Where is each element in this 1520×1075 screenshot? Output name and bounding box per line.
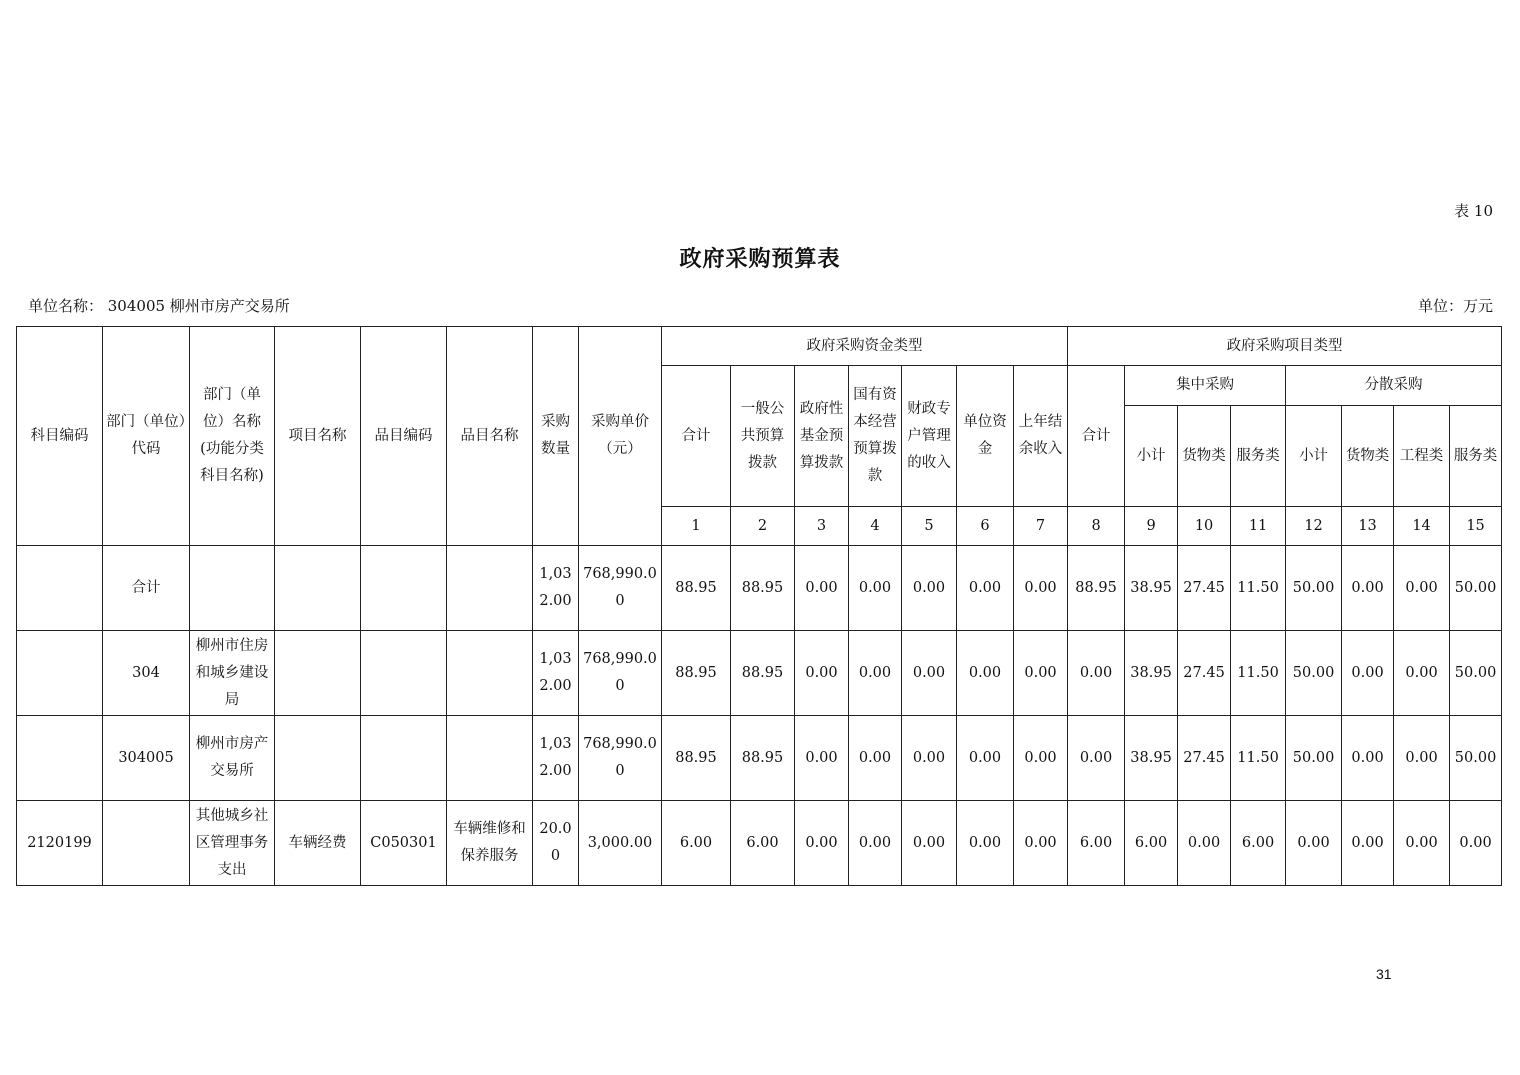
value-cell: 0.00 — [849, 801, 902, 886]
column-number: 9 — [1125, 507, 1178, 546]
header-item-name: 品目名称 — [447, 327, 533, 546]
value-cell: 0.00 — [902, 716, 957, 801]
value-cell: 88.95 — [731, 631, 795, 716]
value-cell: 88.95 — [731, 546, 795, 631]
value-cell: 27.45 — [1178, 716, 1231, 801]
column-number: 15 — [1450, 507, 1502, 546]
column-number: 10 — [1178, 507, 1231, 546]
item-name-cell — [447, 716, 533, 801]
column-number: 1 — [662, 507, 731, 546]
header-project-type: 政府采购项目类型 — [1068, 327, 1502, 366]
unit-label: 单位：万元 — [1417, 297, 1493, 315]
item-name-cell — [447, 546, 533, 631]
value-cell: 0.00 — [1394, 631, 1450, 716]
header-state-capital: 国有资本经营预算拨款 — [849, 366, 902, 507]
header-dispersed-goods: 货物类 — [1342, 406, 1394, 507]
project-name-cell — [275, 631, 361, 716]
quantity-cell: 1,032.00 — [533, 631, 579, 716]
dept-name-cell: 柳州市房产交易所 — [190, 716, 275, 801]
value-cell: 11.50 — [1231, 546, 1286, 631]
value-cell: 0.00 — [1342, 631, 1394, 716]
value-cell: 0.00 — [795, 716, 849, 801]
value-cell: 0.00 — [1068, 716, 1125, 801]
value-cell: 50.00 — [1450, 546, 1502, 631]
value-cell: 0.00 — [795, 631, 849, 716]
header-fund-total: 合计 — [662, 366, 731, 507]
header-central-service: 服务类 — [1231, 406, 1286, 507]
header-unit-price: 采购单价（元） — [579, 327, 662, 546]
header-proj-total: 合计 — [1068, 366, 1125, 507]
value-cell: 50.00 — [1286, 716, 1342, 801]
value-cell: 88.95 — [662, 631, 731, 716]
value-cell: 38.95 — [1125, 716, 1178, 801]
value-cell: 0.00 — [849, 546, 902, 631]
quantity-cell: 1,032.00 — [533, 716, 579, 801]
subject-code-cell — [17, 716, 103, 801]
page-number: 31 — [1376, 966, 1392, 982]
dept-code-cell: 304 — [103, 631, 190, 716]
value-cell: 38.95 — [1125, 546, 1178, 631]
column-number: 14 — [1394, 507, 1450, 546]
unit-price-cell: 768,990.00 — [579, 631, 662, 716]
header-dispersed-subtotal: 小计 — [1286, 406, 1342, 507]
header-quantity: 采购数量 — [533, 327, 579, 546]
table-row — [17, 546, 1502, 631]
header-central-subtotal: 小计 — [1125, 406, 1178, 507]
column-number: 4 — [849, 507, 902, 546]
column-number: 11 — [1231, 507, 1286, 546]
column-number: 7 — [1014, 507, 1068, 546]
column-number: 8 — [1068, 507, 1125, 546]
header-subject-code: 科目编码 — [17, 327, 103, 546]
header-dept-name: 部门（单位）名称(功能分类科目名称) — [190, 327, 275, 546]
value-cell: 50.00 — [1286, 631, 1342, 716]
value-cell: 0.00 — [795, 546, 849, 631]
value-cell: 0.00 — [957, 716, 1014, 801]
value-cell: 0.00 — [1014, 631, 1068, 716]
value-cell: 27.45 — [1178, 546, 1231, 631]
value-cell: 0.00 — [795, 801, 849, 886]
dept-code-cell — [103, 801, 190, 886]
value-cell: 0.00 — [1394, 546, 1450, 631]
value-cell: 38.95 — [1125, 631, 1178, 716]
header-item-code: 品目编码 — [361, 327, 447, 546]
value-cell: 0.00 — [1342, 801, 1394, 886]
value-cell: 11.50 — [1231, 631, 1286, 716]
item-code-cell: C050301 — [361, 801, 447, 886]
quantity-cell: 1,032.00 — [533, 546, 579, 631]
value-cell: 0.00 — [957, 546, 1014, 631]
value-cell: 0.00 — [1394, 716, 1450, 801]
value-cell: 0.00 — [957, 801, 1014, 886]
value-cell: 0.00 — [902, 546, 957, 631]
item-name-cell: 车辆维修和保养服务 — [447, 801, 533, 886]
subject-code-cell — [17, 546, 103, 631]
header-dispersed-service: 服务类 — [1450, 406, 1502, 507]
value-cell: 0.00 — [1014, 801, 1068, 886]
table-row — [17, 801, 1502, 886]
value-cell: 0.00 — [1014, 716, 1068, 801]
unit-price-cell: 768,990.00 — [579, 546, 662, 631]
subject-code-cell — [17, 631, 103, 716]
header-fund-type: 政府采购资金类型 — [662, 327, 1068, 366]
header-dept-code: 部门（单位）代码 — [103, 327, 190, 546]
value-cell: 0.00 — [1068, 631, 1125, 716]
page-title: 政府采购预算表 — [679, 246, 841, 272]
header-fiscal-account: 财政专户管理的收入 — [902, 366, 957, 507]
column-number: 12 — [1286, 507, 1342, 546]
project-name-cell: 车辆经费 — [275, 801, 361, 886]
item-name-cell — [447, 631, 533, 716]
dept-name-cell — [190, 546, 275, 631]
value-cell: 88.95 — [1068, 546, 1125, 631]
table-number: 表 10 — [1454, 202, 1493, 220]
column-number: 13 — [1342, 507, 1394, 546]
item-code-cell — [361, 546, 447, 631]
dept-name-cell: 其他城乡社区管理事务支出 — [190, 801, 275, 886]
value-cell: 6.00 — [1068, 801, 1125, 886]
value-cell: 11.50 — [1231, 716, 1286, 801]
column-number: 5 — [902, 507, 957, 546]
header-project-name: 项目名称 — [275, 327, 361, 546]
value-cell: 0.00 — [849, 631, 902, 716]
project-name-cell — [275, 716, 361, 801]
value-cell: 0.00 — [849, 716, 902, 801]
header-dispersed-engineering: 工程类 — [1394, 406, 1450, 507]
column-number: 2 — [731, 507, 795, 546]
value-cell: 50.00 — [1286, 546, 1342, 631]
dept-code-cell: 合计 — [103, 546, 190, 631]
column-number: 6 — [957, 507, 1014, 546]
value-cell: 0.00 — [1394, 801, 1450, 886]
project-name-cell — [275, 546, 361, 631]
value-cell: 50.00 — [1450, 631, 1502, 716]
value-cell: 88.95 — [662, 546, 731, 631]
value-cell: 50.00 — [1450, 716, 1502, 801]
item-code-cell — [361, 631, 447, 716]
dept-code-cell: 304005 — [103, 716, 190, 801]
header-unit-fund: 单位资金 — [957, 366, 1014, 507]
value-cell: 27.45 — [1178, 631, 1231, 716]
value-cell: 6.00 — [731, 801, 795, 886]
item-code-cell — [361, 716, 447, 801]
value-cell: 0.00 — [1178, 801, 1231, 886]
header-gov-fund: 政府性基金预算拨款 — [795, 366, 849, 507]
quantity-cell: 20.00 — [533, 801, 579, 886]
header-dispersed: 分散采购 — [1286, 366, 1502, 406]
subject-code-cell: 2120199 — [17, 801, 103, 886]
table-row — [17, 716, 1502, 801]
value-cell: 0.00 — [1342, 716, 1394, 801]
value-cell: 6.00 — [1231, 801, 1286, 886]
value-cell: 0.00 — [1286, 801, 1342, 886]
value-cell: 0.00 — [1342, 546, 1394, 631]
value-cell: 88.95 — [662, 716, 731, 801]
value-cell: 0.00 — [1450, 801, 1502, 886]
dept-name-cell: 柳州市住房和城乡建设局 — [190, 631, 275, 716]
table-row — [17, 631, 1502, 716]
column-number: 3 — [795, 507, 849, 546]
value-cell: 0.00 — [1014, 546, 1068, 631]
unit-name: 单位名称： 304005 柳州市房产交易所 — [28, 297, 290, 315]
unit-price-cell: 3,000.00 — [579, 801, 662, 886]
value-cell: 0.00 — [902, 801, 957, 886]
procurement-budget-table — [16, 326, 1502, 886]
unit-price-cell: 768,990.00 — [579, 716, 662, 801]
value-cell: 0.00 — [902, 631, 957, 716]
header-last-year: 上年结余收入 — [1014, 366, 1068, 507]
header-general-budget: 一般公共预算拨款 — [731, 366, 795, 507]
header-central: 集中采购 — [1125, 366, 1286, 406]
value-cell: 6.00 — [662, 801, 731, 886]
value-cell: 0.00 — [957, 631, 1014, 716]
value-cell: 6.00 — [1125, 801, 1178, 886]
header-central-goods: 货物类 — [1178, 406, 1231, 507]
value-cell: 88.95 — [731, 716, 795, 801]
